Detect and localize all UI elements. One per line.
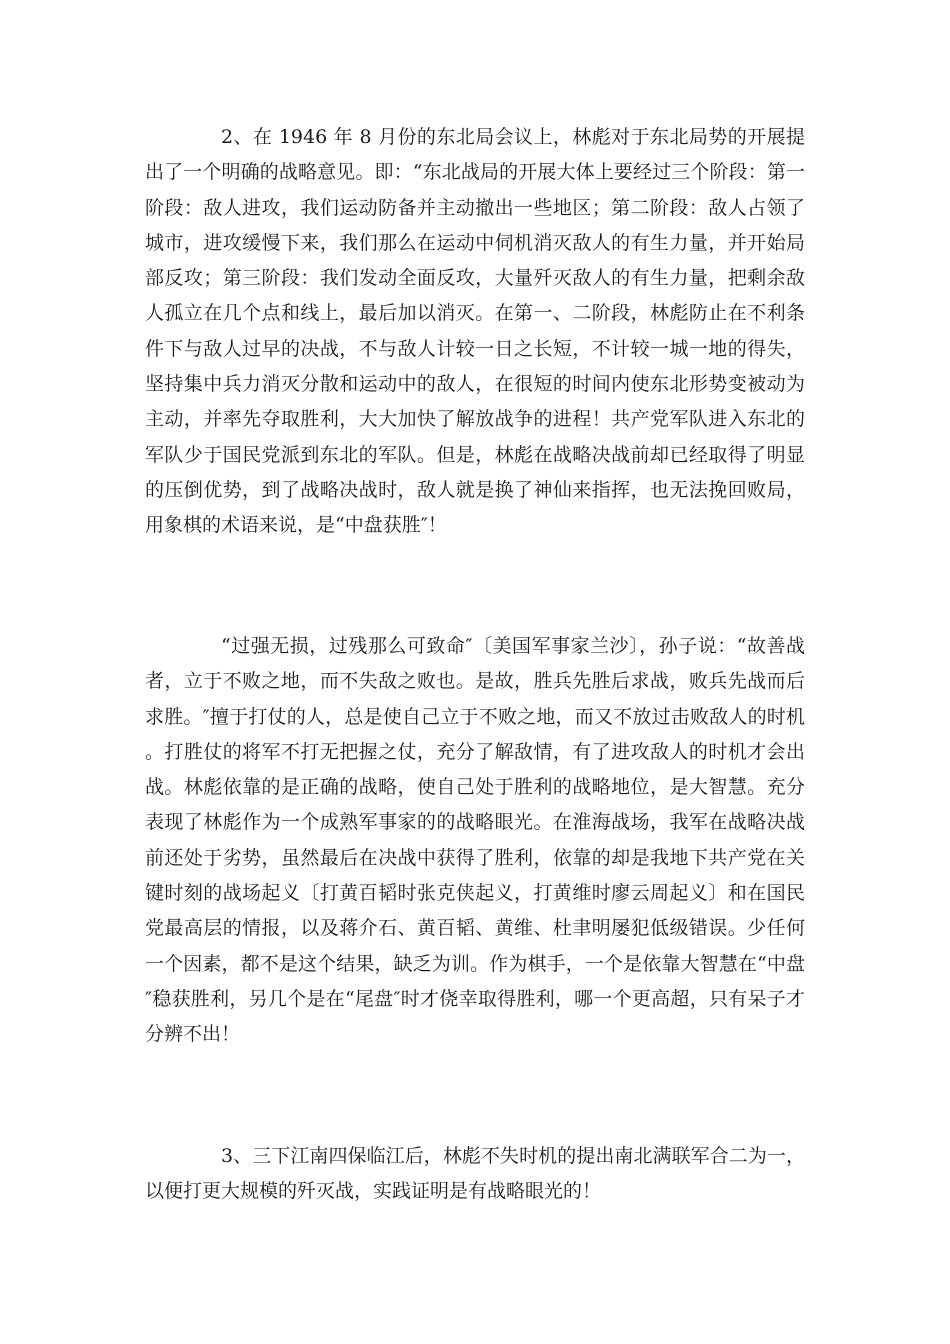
paragraph-2: “过强无损，过残那么可致命″〔美国军事家兰沙〕，孙子说：“故善战者，立于不败之地，而不失敌之败也。是故，胜兵先胜后求战，败兵先战而后求胜。″擅于打仗的人，总是使自己立于不败之地，而又不放过击败敌人的时机。打胜仗的将军不打无把握之仗，充分了解敌情，有了进攻敌人的时机才会出战。林彪依靠的是正确的战略，使自己处于胜利的战略地位，是大智慧。充分表现了林彪作为一个成熟军事家的的战略眼光。在淮海战场，我军在战略决战前还处于劣势，虽然最后在决战中获得了胜利，依靠的却是我地下共产党在关键时刻的战场起义〔打黄百韬时张克侠起义，打黄维时廖云周起义〕和在国民党最高层的情报，以及蒋介石、黄百韬、黄维、杜聿明屡犯低级错误。少任何一个因素，都不是这个结果，缺乏为训。作为棋手，一个是依靠大智慧在“中盘″稳获胜利，另几个是在“尾盘″时才侥幸取得胜利，哪一个更高超，只有呆子才分辨不出！ [145, 635, 805, 1046]
paragraph-3: 3、三下江南四保临江后，林彪不失时机的提出南北满联军合二为一，以便打更大规模的歼灭战，实践证明是有战略眼光的！ [145, 1145, 805, 1203]
paragraph-1: 2、在 1946 年 8 月份的东北局会议上，林彪对于东北局势的开展提出了一个明确的战略意见。即：“东北战局的开展大体上要经过三个阶段：第一阶段：敌人进攻，我们运动防备并主动撤出一些地区；第二阶段：敌人占领了城市，进攻缓慢下来，我们那么在运动中伺机消灭敌人的有生力量，并开始局部反攻；第三阶段：我们发动全面反攻，大量歼灭敌人的有生力量，把剩余敌人孤立在几个点和线上，最后加以消灭。在第一、二阶段，林彪防止在不利条件下与敌人过早的决战，不与敌人计较一日之长短，不计较一城一地的得失，坚持集中兵力消灭分散和运动中的敌人，在很短的时间内使东北形势变被动为主动，并率先夺取胜利，大大加快了解放战争的进程！共产党军队进入东北的军队少于国民党派到东北的军队。但是，林彪在战略决战前却已经取得了明显的压倒优势，到了战略决战时，敌人就是换了神仙来指挥，也无法挽回败局，用象棋的术语来说，是“中盘获胜″！ [145, 126, 805, 537]
